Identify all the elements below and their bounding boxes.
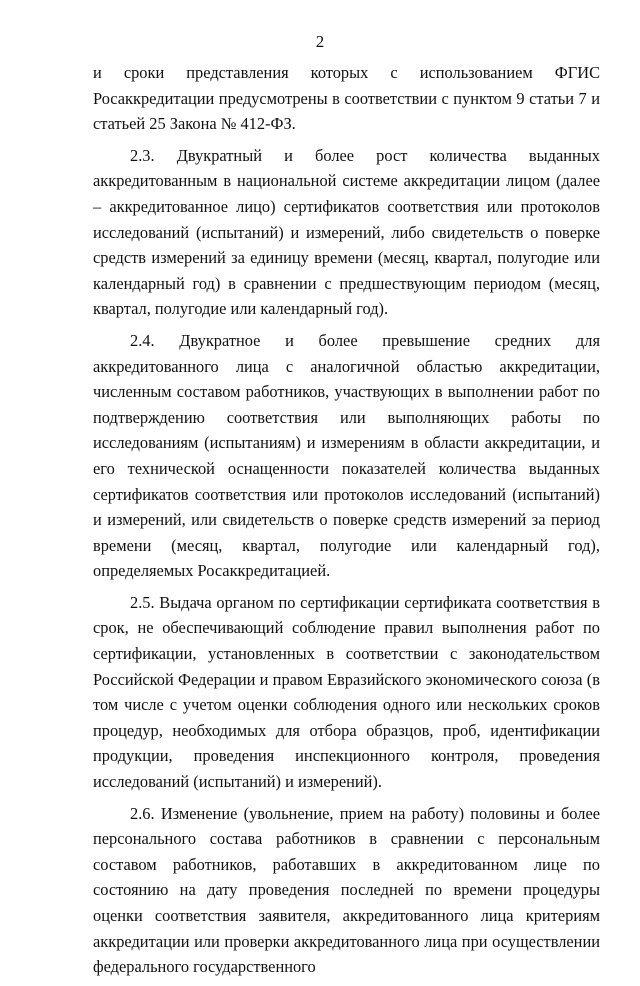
- paragraph-2-5: 2.5. Выдача органом по сертификации сертификата соответствия в срок, не обеспечивающий соблюдение правил выполнения работ по сертификации, установленных в соответствии с законодательством Российской Федерации и правом Евразийского экономического союза (в том числе с учетом оценки соблюдения одного или нескольких сроков процедур, необходимых для отбора образцов, проб, идентификации продукции, проведения инспекционного контроля, проведения исследований (испытаний) и измерений).: [93, 592, 600, 792]
- page-number: 2: [315, 32, 325, 51]
- paragraph-2-4: 2.4. Двукратное и более превышение средних для аккредитованного лица с аналогичной областью аккредитации, численным составом работников, участвующих в выполнении работ по подтверждению соответствия или выполняющих работы по исследованиям (испытаниям) и измерениям в области аккредитации, и его технической оснащенности показателей количества выданных сертификатов соответствия или протоколов исследований (испытаний) и измерений, или свидетельств о поверке средств измерений за период времени (месяц, квартал, полугодие или календарный год), определяемых Росаккредитацией.: [93, 330, 600, 581]
- paragraph-2-6: 2.6. Изменение (увольнение, прием на работу) половины и более персонального состава работников в сравнении с персональным составом работников, работавших в аккредитованном лице по состоянию на дату проведения последней по времени процедуры оценки соответствия заявителя, аккредитованного лица критериям аккредитации или проверки аккредитованного лица при осуществлении федерального государственного: [93, 803, 600, 977]
- paragraph-continuation: и сроки представления которых с использованием ФГИС Росаккредитации предусмотрены в соответствии с пунктом 9 статьи 7 и статьей 25 Закона № 412-ФЗ.: [93, 63, 600, 134]
- document-body: [93, 60, 600, 986]
- paragraph-2-3: 2.3. Двукратный и более рост количества выданных аккредитованным в национальной системе аккредитации лицом (далее – аккредитованное лицо) сертификатов соответствия или протоколов исследований (испытаний) и измерений, либо свидетельств о поверке средств измерений за единицу времени (месяц, квартал, полугодие или календарный год) в сравнении с предшествующим периодом (месяц, квартал, полугодие или календарный год).: [93, 145, 600, 319]
